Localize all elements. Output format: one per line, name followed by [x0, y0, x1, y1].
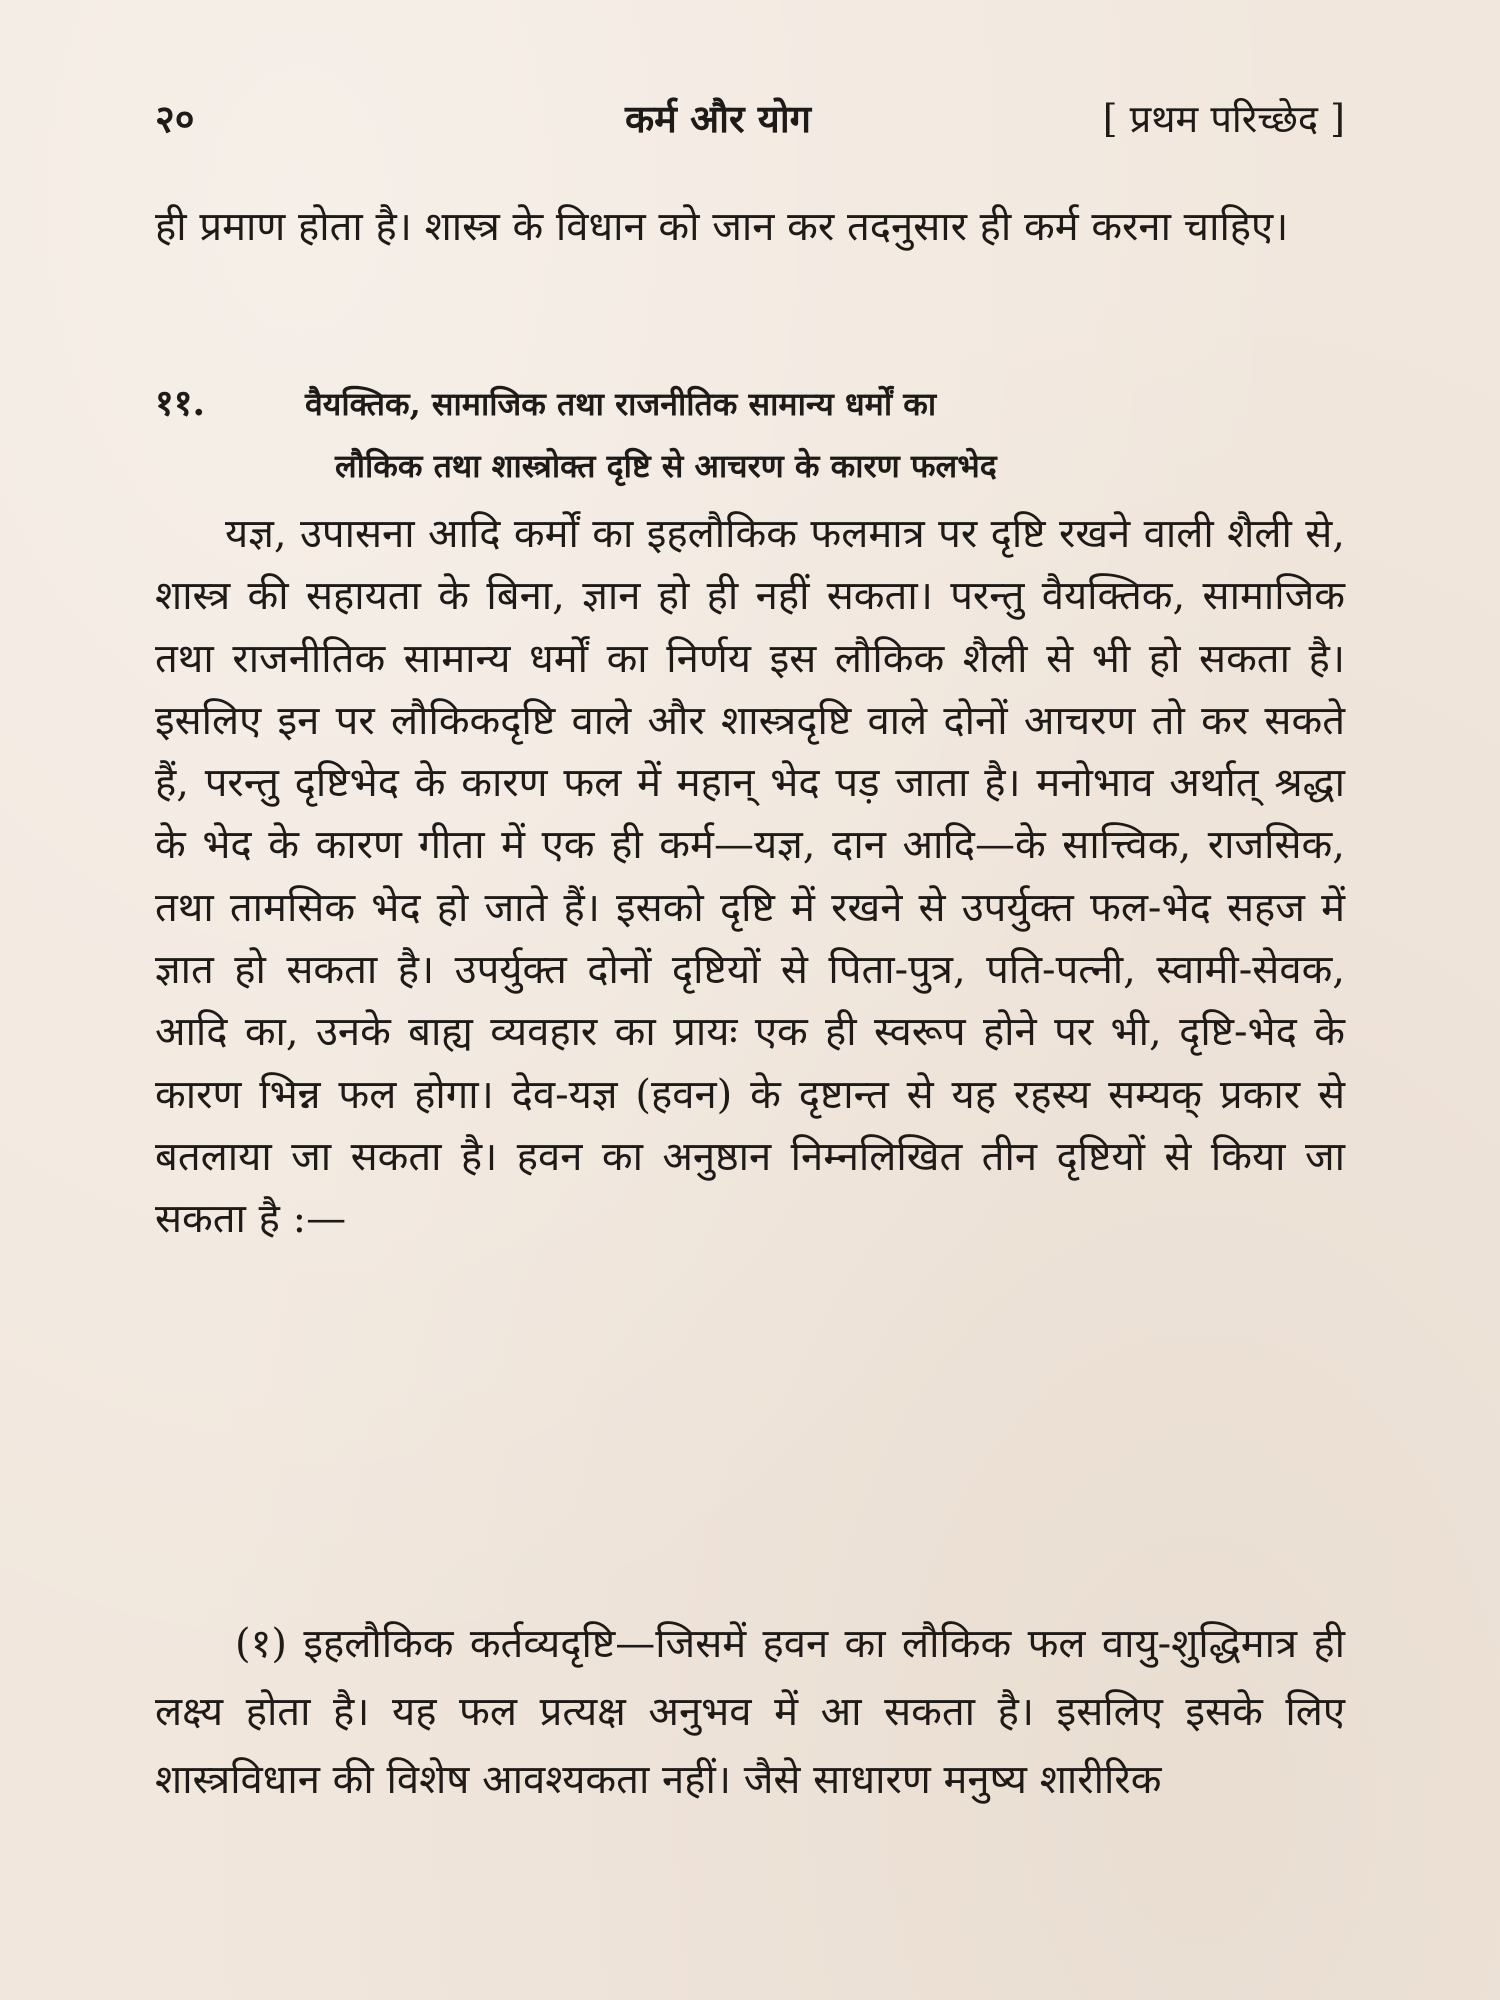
chapter-reference: [ प्रथम परिच्छेद ]: [1102, 97, 1345, 141]
section-heading-line-2: लौकिक तथा शास्त्रोक्त दृष्टि से आचरण के कारण फलभेद: [335, 447, 997, 485]
page-number: २०: [155, 96, 195, 141]
section-number: ११.: [155, 382, 205, 424]
continuation-paragraph: ही प्रमाण होता है। शास्त्र के विधान को जान कर तदनुसार ही कर्म करना चाहिए।: [155, 204, 1289, 250]
section-heading: [155, 372, 1345, 497]
section-heading-line-1: वैयक्तिक, सामाजिक तथा राजनीतिक सामान्य धर्मों का: [305, 385, 937, 423]
list-item-1: (१) इहलौकिक कर्तव्यदृष्टि—जिसमें हवन का लौकिक फल वायु-शुद्धिमात्र ही लक्ष्य होता है। यह फल प्रत्यक्ष अनुभव में आ सकता है। इसलिए इसके लिए शास्त्रविधान की विशेष आवश्यकता नहीं। जैसे साधारण मनुष्य शारीरिक: [155, 1621, 1345, 1803]
section-body-paragraph: यज्ञ, उपासना आदि कर्मों का इहलौकिक फलमात्र पर दृष्टि रखने वाली शैली से, शास्त्र की सहायता के बिना, ज्ञान हो ही नहीं सकता। परन्तु वैयक्तिक, सामाजिक तथा राजनीतिक सामान्य धर्मों का निर्णय इस लौकिक शैली से भी हो सकता है। इसलिए इन पर लौकिकदृष्टि वाले और शास्त्रदृष्टि वाले दोनों आचरण तो कर सकते हैं, परन्तु दृष्टिभेद के कारण फल में महान् भेद पड़ जाता है। मनोभाव अर्थात् श्रद्धा के भेद के कारण गीता में एक ही कर्म—यज्ञ, दान आदि—के सात्त्विक, राजसिक, तथा तामसिक भेद हो जाते हैं। इसको दृष्टि में रखने से उपर्युक्त फल-भेद सहज में ज्ञात हो सकता है। उपर्युक्त दोनों दृष्टियों से पिता-पुत्र, पति-पत्नी, स्वामी-सेवक, आदि का, उनके बाह्य व्यवहार का प्रायः एक ही स्वरूप होने पर भी, दृष्टि-भेद के कारण भिन्न फल होगा। देव-यज्ञ (हवन) के दृष्टान्त से यह रहस्य सम्यक् प्रकार से बतलाया जा सकता है। हवन का अनुष्ठान निम्नलिखित तीन दृष्टियों से किया जा सकता है :—: [155, 511, 1345, 1243]
running-head: [155, 92, 1345, 152]
book-title: कर्म और योग: [625, 96, 812, 141]
